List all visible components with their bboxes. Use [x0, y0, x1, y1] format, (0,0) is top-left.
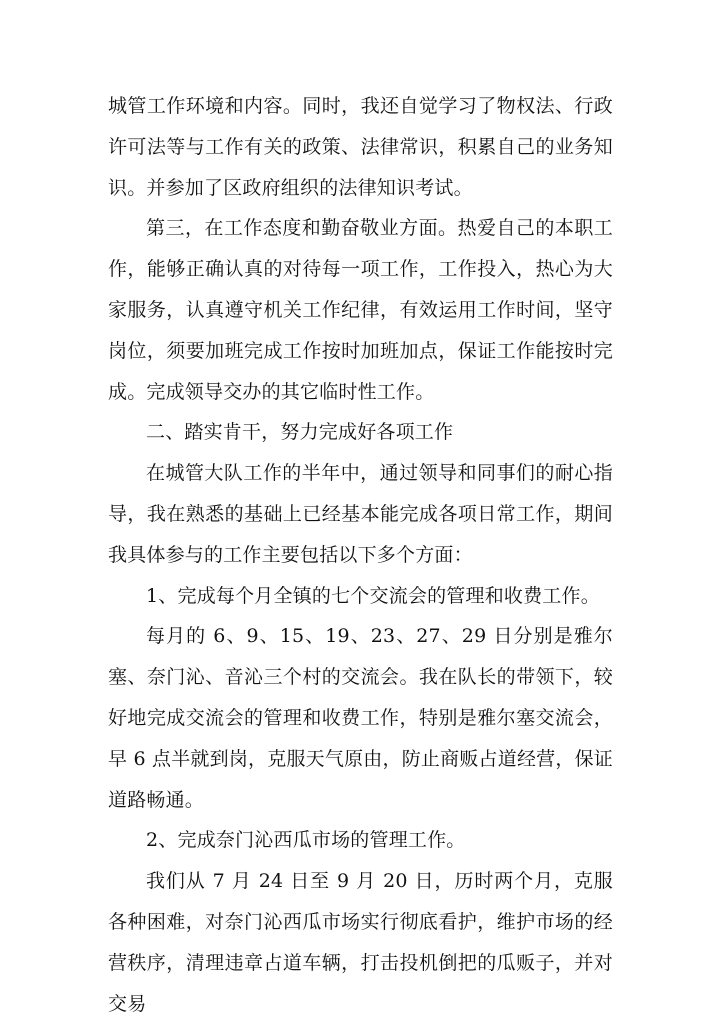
paragraph-4: 每月的 6、9、15、19、23、27、29 日分别是雅尔塞、奈门沁、音沁三个村的交流会。我在队长的带领下，较好地完成交流会的管理和收费工作，特别是雅尔塞交流会，早 6 点半就到岗，克服天气原由，防止商贩占道经营，保证道路畅通。 — [108, 625, 613, 811]
paragraph-5: 我们从 7 月 24 日至 9 月 20 日，历时两个月，克服各种困难，对奈门沁西瓜市场实行彻底看护，维护市场的经营秩序，清理违章占道车辆，打击投机倒把的瓜贩子，并对交易 — [108, 870, 613, 1015]
paragraph-3: 在城管大队工作的半年中，通过领导和同事们的耐心指导，我在熟悉的基础上已经基本能完成各项日常工作，期间我具体参与的工作主要包括以下多个方面： — [108, 462, 613, 566]
list-item-1: 1、完成每个月全镇的七个交流会的管理和收费工作。 — [146, 584, 600, 607]
document-body — [108, 86, 613, 1024]
list-item-2: 2、完成奈门沁西瓜市场的管理工作。 — [146, 829, 466, 852]
paragraph-1: 城管工作环境和内容。同时，我还自觉学习了物权法、行政许可法等与工作有关的政策、法律常识，积累自己的业务知识。并参加了区政府组织的法律知识考试。 — [108, 95, 613, 199]
section-heading-2: 二、踏实肯干，努力完成好各项工作 — [146, 421, 454, 444]
paragraph-2: 第三，在工作态度和勤奋敬业方面。热爱自己的本职工作，能够正确认真的对待每一项工作，工作投入，热心为大家服务，认真遵守机关工作纪律，有效运用工作时间，坚守岗位，须要加班完成工作按时加班加点，保证工作能按时完成。完成领导交办的其它临时性工作。 — [108, 217, 613, 403]
